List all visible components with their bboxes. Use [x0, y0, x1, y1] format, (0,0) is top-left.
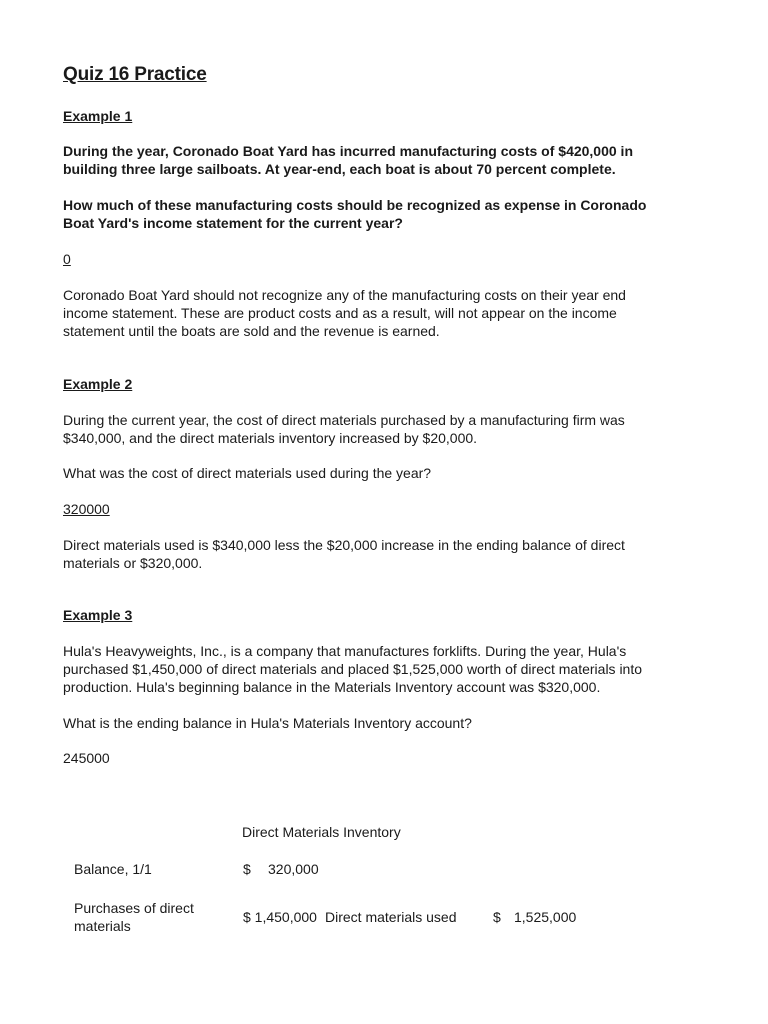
example-3-problem-line: production. Hula's beginning balance in the Materials Inventory account was $320,000.	[63, 679, 601, 695]
example-3-problem-line: purchased $1,450,000 of direct materials and placed $1,525,000 worth of direct materials into	[63, 661, 643, 677]
example-2-question: What was the cost of direct materials used during the year?	[63, 465, 432, 481]
ledger-title: Direct Materials Inventory	[242, 824, 401, 840]
example-3-problem-line: Hula's Heavyweights, Inc., is a company that manufactures forklifts. During the year, Hula's	[63, 643, 627, 659]
example-3-heading: Example 3	[63, 607, 133, 623]
ledger-amount: 1,525,000	[514, 909, 577, 925]
example-1-explanation-line: Coronado Boat Yard should not recognize any of the manufacturing costs on their year end	[63, 287, 626, 303]
example-3-question: What is the ending balance in Hula's Materials Inventory account?	[63, 715, 472, 731]
example-1-problem-line: building three large sailboats. At year-end, each boat is about 70 percent complete.	[63, 161, 616, 177]
example-3-answer: 245000	[63, 750, 110, 766]
example-2-explanation-line: Direct materials used is $340,000 less the $20,000 increase in the ending balance of direct	[63, 537, 625, 553]
example-2-problem	[63, 411, 703, 447]
example-1-question-line: How much of these manufacturing costs should be recognized as expense in Coronado	[63, 197, 647, 213]
example-1-explanation	[63, 286, 703, 340]
example-1-explanation-line: statement until the boats are sold and the revenue is earned.	[63, 323, 440, 339]
ledger-credit-label: Direct materials used	[325, 909, 457, 925]
ledger-row-label-line: Purchases of direct	[74, 900, 194, 916]
example-2-explanation-line: materials or $320,000.	[63, 555, 203, 571]
example-1-question	[63, 196, 703, 232]
example-3-problem	[63, 642, 703, 696]
example-2-heading: Example 2	[63, 376, 133, 392]
ledger-amount: 320,000	[268, 861, 319, 877]
page-title: Quiz 16 Practice	[63, 64, 207, 85]
example-1-problem-line: During the year, Coronado Boat Yard has incurred manufacturing costs of $420,000 in	[63, 143, 634, 159]
example-2-answer: 320000	[63, 501, 110, 517]
example-2-problem-line: $340,000, and the direct materials inventory increased by $20,000.	[63, 430, 478, 446]
example-1-heading: Example 1	[63, 108, 133, 124]
example-1-question-line: Boat Yard's income statement for the current year?	[63, 215, 403, 231]
example-1-explanation-line: income statement. These are product costs and as a result, will not appear on the income	[63, 305, 617, 321]
example-1-problem	[63, 142, 703, 178]
example-1-answer: 0	[63, 251, 71, 267]
ledger-currency: $	[493, 909, 501, 925]
ledger-currency: $	[243, 861, 251, 877]
ledger-amount: $ 1,450,000	[243, 909, 317, 925]
example-2-problem-line: During the current year, the cost of direct materials purchased by a manufacturing firm was	[63, 412, 625, 428]
example-2-explanation	[63, 536, 703, 572]
ledger-row-label: Balance, 1/1	[74, 861, 152, 877]
ledger-row-label	[74, 899, 224, 935]
ledger-row-label-line: materials	[74, 918, 131, 934]
